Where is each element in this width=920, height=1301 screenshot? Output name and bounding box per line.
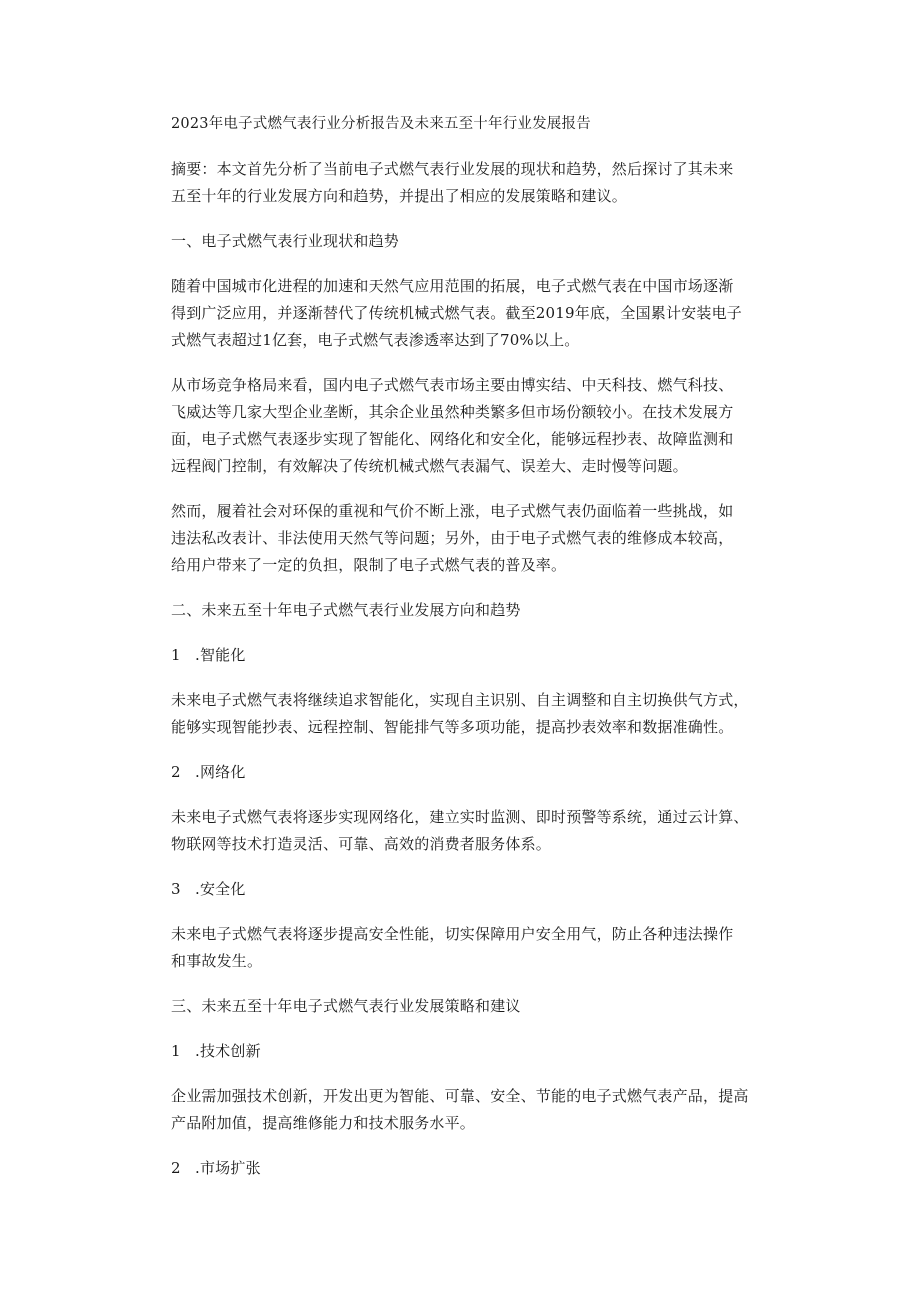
paragraph-line: 式燃气表超过1亿套，电子式燃气表渗透率达到了70%以上。	[171, 331, 580, 349]
item-label: .技术创新	[195, 1042, 261, 1060]
paragraph	[171, 921, 771, 975]
item-number: 2	[171, 763, 181, 781]
paragraph-line: 得到广泛应用，并逐渐替代了传统机械式燃气表。截至2019年底，全国累计安装电子	[171, 304, 742, 322]
document-page	[171, 111, 771, 1182]
item-number: 1	[171, 646, 181, 664]
paragraph	[171, 372, 771, 480]
subsection-heading	[171, 876, 771, 903]
paragraph-line: 违法私改表计、非法使用天然气等问题；另外，由于电子式燃气表的维修成本较高，	[171, 529, 734, 547]
paragraph-line: 飞威达等几家大型企业垄断，其余企业虽然种类繁多但市场份额较小。在技术发展方	[171, 403, 734, 421]
paragraph-line: 远程阀门控制，有效解决了传统机械式燃气表漏气、误差大、走时慢等问题。	[171, 457, 688, 475]
section-heading: 三、未来五至十年电子式燃气表行业发展策略和建议	[171, 997, 521, 1015]
paragraph-line: 物联网等技术打造灵活、可靠、高效的消费者服务体系。	[171, 835, 552, 853]
paragraph-line: 未来电子式燃气表将继续追求智能化，实现自主识别、自主调整和自主切换供气方式，	[171, 691, 749, 709]
document-title: 2023年电子式燃气表行业分析报告及未来五至十年行业发展报告	[171, 116, 591, 132]
abstract-line: 摘要：本文首先分析了当前电子式燃气表行业发展的现状和趋势，然后探讨了其未来	[171, 160, 734, 178]
paragraph-line: 然而，履着社会对环保的重视和气价不断上涨，电子式燃气表仍面临着一些挑战，如	[171, 502, 734, 520]
section-heading: 一、电子式燃气表行业现状和趋势	[171, 232, 400, 250]
abstract-line: 五至十年的行业发展方向和趋势，并提出了相应的发展策略和建议。	[171, 187, 628, 205]
paragraph-line: 从市场竞争格局来看，国内电子式燃气表市场主要由博实结、中天科技、燃气科技、	[171, 376, 734, 394]
item-number: 1	[171, 1042, 181, 1060]
paragraph	[171, 498, 771, 579]
item-number: 2	[171, 1159, 181, 1177]
paragraph-line: 企业需加强技术创新，开发出更为智能、可靠、安全、节能的电子式燃气表产品，提高	[171, 1087, 749, 1105]
paragraph-line: 随着中国城市化进程的加速和天然气应用范围的拓展，电子式燃气表在中国市场逐渐	[171, 277, 734, 295]
paragraph-line: 未来电子式燃气表将逐步提高安全性能，切实保障用户安全用气，防止各种违法操作	[171, 925, 734, 943]
item-number: 3	[171, 880, 181, 898]
subsection-heading	[171, 642, 771, 669]
paragraph	[171, 273, 771, 354]
paragraph-line: 给用户带来了一定的负担，限制了电子式燃气表的普及率。	[171, 556, 567, 574]
subsection-heading	[171, 759, 771, 786]
section-heading: 二、未来五至十年电子式燃气表行业发展方向和趋势	[171, 601, 521, 619]
subsection-heading	[171, 1038, 771, 1065]
paragraph-line: 面，电子式燃气表逐步实现了智能化、网络化和安全化，能够远程抄表、故障监测和	[171, 430, 734, 448]
subsection-heading	[171, 1155, 771, 1182]
paragraph-line: 产品附加值，提高维修能力和技术服务水平。	[171, 1114, 476, 1132]
paragraph-line: 和事故发生。	[171, 952, 263, 970]
item-label: .智能化	[195, 646, 246, 664]
paragraph-line: 未来电子式燃气表将逐步实现网络化，建立实时监测、即时预警等系统，通过云计算、	[171, 808, 749, 826]
paragraph	[171, 687, 771, 741]
item-label: .网络化	[195, 763, 246, 781]
item-label: .安全化	[195, 880, 246, 898]
item-label: .市场扩张	[195, 1159, 261, 1177]
paragraph-line: 能够实现智能抄表、远程控制、智能排气等多项功能，提高抄表效率和数据准确性。	[171, 718, 734, 736]
paragraph	[171, 804, 771, 858]
paragraph	[171, 1083, 771, 1137]
abstract	[171, 156, 771, 210]
